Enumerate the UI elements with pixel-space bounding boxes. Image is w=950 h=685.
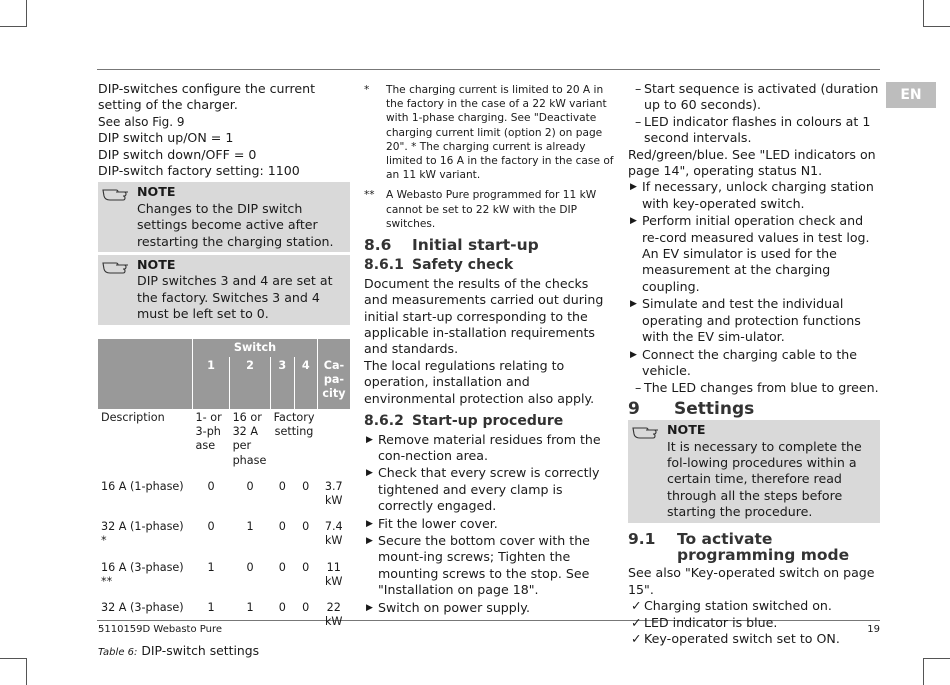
heading-number: 9.1 — [628, 529, 656, 548]
table-header-col1: 1 — [193, 357, 230, 409]
result-list — [628, 380, 880, 396]
cell: 0 — [207, 479, 215, 493]
cell: 0 — [278, 560, 286, 574]
cell: 7.4 kW — [324, 520, 343, 548]
check-icon: ✓ — [631, 614, 642, 630]
footnote-text: A Webasto Pure programmed for 11 kW cannot be set to 22 kW with the DIP switches. — [386, 189, 597, 230]
note-text: DIP switches 3 and 4 are set at the factory. Switches 3 and 4 must be left set to 0. — [137, 273, 333, 322]
cell: 0 — [302, 520, 310, 534]
paragraph: Document the results of the checks and measurements carried out during initial start-up corresponding to the applicable in-stallation requirements and standards. — [364, 275, 604, 357]
note-title: NOTE — [137, 184, 176, 200]
crop-mark-top-right — [923, 0, 950, 27]
column-1 — [98, 81, 350, 662]
crop-mark-bottom-right — [923, 658, 950, 685]
paragraph: See also "Key-operated switch on page 15". — [628, 565, 875, 597]
list-item-text: LED indicator flashes in colours at 1 second intervals. — [644, 113, 871, 146]
cell: 1- or 3-phase — [195, 410, 222, 453]
footer-page-number: 19 — [867, 624, 880, 635]
table-header-blank — [98, 339, 193, 409]
check-icon: ✓ — [631, 598, 642, 614]
table-header-col3: 3 — [271, 357, 294, 409]
note-box — [628, 420, 880, 522]
heading-title: Settings — [674, 398, 755, 419]
table-caption-text: DIP-switch settings — [141, 643, 260, 659]
pointing-hand-icon — [632, 422, 662, 440]
list-item-text: Fit the lower cover. — [378, 515, 498, 531]
triangle-bullet-icon: ▶ — [630, 349, 637, 360]
cell: 0 — [246, 479, 254, 493]
list-item-text: Start sequence is activated (duration up to 60 seconds). — [644, 81, 879, 113]
triangle-bullet-icon: ▶ — [630, 216, 637, 227]
language-tab: EN — [886, 82, 936, 108]
table-caption-label: Table 6: — [98, 647, 138, 659]
cell: 22 kW — [324, 600, 343, 629]
list-item — [364, 432, 614, 465]
subsection-heading — [364, 257, 614, 273]
triangle-bullet-icon: ▶ — [366, 434, 373, 445]
note-text: It is necessary to complete the fol-lowing procedures within a certain time, therefore read through all the steps before starting the procedure. — [667, 438, 862, 520]
dash-bullet: – — [635, 113, 642, 129]
footer-doc-id: 5110159D Webasto Pure — [98, 624, 223, 635]
paragraph: The local regulations relating to operation, installation and environmental protection also apply. — [364, 357, 595, 406]
cell: 0 — [246, 560, 254, 574]
list-item-text: Remove material residues from the con-nection area. — [378, 431, 601, 463]
heading-number: 8.6 — [364, 236, 392, 255]
paragraph: Red/green/blue. See "LED indicators on page 14", operating status N1. — [628, 146, 876, 179]
row-label: 32 A (1-phase) * — [101, 520, 184, 548]
list-item-text: Simulate and test the individual operating and protection functions with the EV sim-ulator. — [642, 296, 861, 345]
row-label: 32 A (3-phase) — [101, 600, 184, 614]
cell: 16 or 32 A per phase — [232, 410, 267, 467]
dash-bullet: – — [635, 380, 642, 396]
note-box — [98, 255, 350, 325]
heading-title: Initial start-up — [412, 236, 539, 255]
list-item-text: LED indicator is blue. — [644, 614, 778, 630]
list-item-text: Charging station switched on. — [644, 598, 832, 614]
note-text: Changes to the DIP switch settings become active after restarting the charging station. — [137, 200, 334, 249]
table-row — [98, 409, 350, 478]
header-rule — [97, 69, 880, 70]
pointing-hand-icon — [102, 257, 132, 275]
cell: 1 — [207, 560, 215, 574]
note-box — [98, 182, 350, 252]
cell: 1 — [246, 520, 254, 534]
pointing-hand-icon — [102, 184, 132, 202]
list-item — [364, 533, 614, 599]
list-item-text: If necessary, unlock charging station with key-operated switch. — [642, 179, 874, 211]
heading-title: Start-up procedure — [412, 413, 564, 430]
heading-title: Safety check — [412, 257, 514, 274]
result-list — [628, 81, 880, 147]
row-label: 16 A (1-phase) — [101, 479, 184, 493]
cell: 3.7 kW — [324, 479, 343, 507]
table-row — [98, 478, 350, 518]
factory-setting-text: DIP-switch factory setting: 1100 — [98, 163, 300, 179]
procedure-list — [628, 179, 880, 379]
crop-mark-bottom-left — [0, 658, 27, 685]
note-title: NOTE — [667, 422, 706, 438]
note-title: NOTE — [137, 257, 176, 273]
row-label: 16 A (3-phase) ** — [101, 560, 184, 588]
list-item — [364, 465, 614, 514]
list-item — [628, 598, 880, 614]
procedure-list — [364, 432, 614, 616]
heading-number: 8.6.1 — [364, 257, 404, 274]
list-item-text: Check that every screw is correctly tightened and every clamp is correctly engaged. — [378, 465, 600, 514]
list-item — [628, 615, 880, 631]
table-header-capacity: Ca-pa-city — [317, 357, 350, 409]
cell: 0 — [302, 560, 310, 574]
list-item-text: Key-operated switch set to ON. — [644, 631, 840, 646]
list-item-text: Perform initial operation check and re-cord measured values in test log. An EV simulator is used for the measurement at the charging coupling. — [642, 213, 870, 294]
cell: 1 — [246, 600, 254, 614]
table-header-blank — [317, 339, 350, 357]
list-item — [628, 347, 880, 380]
cell: 0 — [207, 520, 215, 534]
list-item — [628, 81, 880, 114]
switch-on-text: DIP switch up/ON = 1 — [98, 130, 234, 146]
section-heading — [628, 531, 880, 564]
heading-title: To activate programming mode — [677, 529, 850, 564]
section-heading — [628, 398, 880, 419]
footnote-mark: ** — [364, 189, 375, 202]
triangle-bullet-icon: ▶ — [366, 602, 373, 613]
row-label: Description — [101, 410, 165, 424]
dash-bullet: – — [635, 81, 642, 96]
check-icon: ✓ — [631, 631, 642, 646]
cell: 0 — [278, 520, 286, 534]
footnote — [364, 83, 614, 182]
list-item — [628, 114, 880, 147]
section-heading — [364, 237, 614, 253]
table-header-col4: 4 — [294, 357, 317, 409]
switch-off-text: DIP switch down/OFF = 0 — [98, 146, 257, 162]
cell: 0 — [278, 479, 286, 493]
footnote-mark: * — [364, 84, 370, 96]
triangle-bullet-icon: ▶ — [366, 518, 373, 529]
list-item — [628, 213, 880, 295]
cell — [317, 409, 350, 478]
crop-mark-top-left — [0, 0, 27, 27]
list-item-text: Secure the bottom cover with the mount-ing screws; Tighten the mounting screws to the stop. See "Installation on page 18". — [378, 532, 590, 598]
triangle-bullet-icon: ▶ — [630, 299, 637, 310]
fig-reference: See also Fig. 9 — [98, 114, 185, 129]
list-item-text: Switch on power supply. — [378, 599, 530, 615]
table-header-switch: Switch — [193, 339, 318, 357]
footnote-text: The charging current is limited to 20 A in the factory in the case of a 22 kW variant with 1-phase charging. See "Deactivate charging current limit (option 2) on page 20". * The charging current is already limited to 16 A in the factory in the case of an 11 kW variant. — [386, 84, 614, 182]
list-item-text: Connect the charging cable to the vehicle. — [642, 346, 857, 378]
subsection-heading — [364, 413, 614, 429]
cell: 11 kW — [324, 560, 343, 588]
triangle-bullet-icon: ▶ — [630, 182, 637, 193]
column-2 — [364, 83, 614, 617]
list-item-text: The LED changes from blue to green. — [644, 380, 879, 396]
triangle-bullet-icon: ▶ — [366, 535, 373, 546]
list-item — [628, 296, 880, 345]
table-row — [98, 518, 350, 558]
list-item — [628, 631, 880, 647]
table-header-col2: 2 — [230, 357, 271, 409]
heading-number: 8.6.2 — [364, 413, 404, 430]
triangle-bullet-icon: ▶ — [366, 468, 373, 479]
intro-text: DIP-switches configure the current setting of the charger. — [98, 81, 316, 113]
table-caption — [98, 643, 350, 661]
list-item — [364, 600, 614, 616]
heading-number: 9 — [628, 398, 640, 419]
cell: Factory setting — [273, 410, 315, 439]
dip-switch-table — [98, 339, 350, 640]
prerequisite-list — [628, 598, 880, 647]
cell: 1 — [207, 600, 215, 614]
list-item — [628, 380, 880, 396]
table-row — [98, 559, 350, 599]
list-item — [628, 179, 880, 212]
list-item — [364, 516, 614, 532]
cell: 0 — [302, 479, 310, 493]
column-3 — [628, 81, 880, 647]
footnote — [364, 188, 614, 231]
cell: 0 — [302, 600, 310, 614]
cell: 0 — [278, 600, 286, 614]
